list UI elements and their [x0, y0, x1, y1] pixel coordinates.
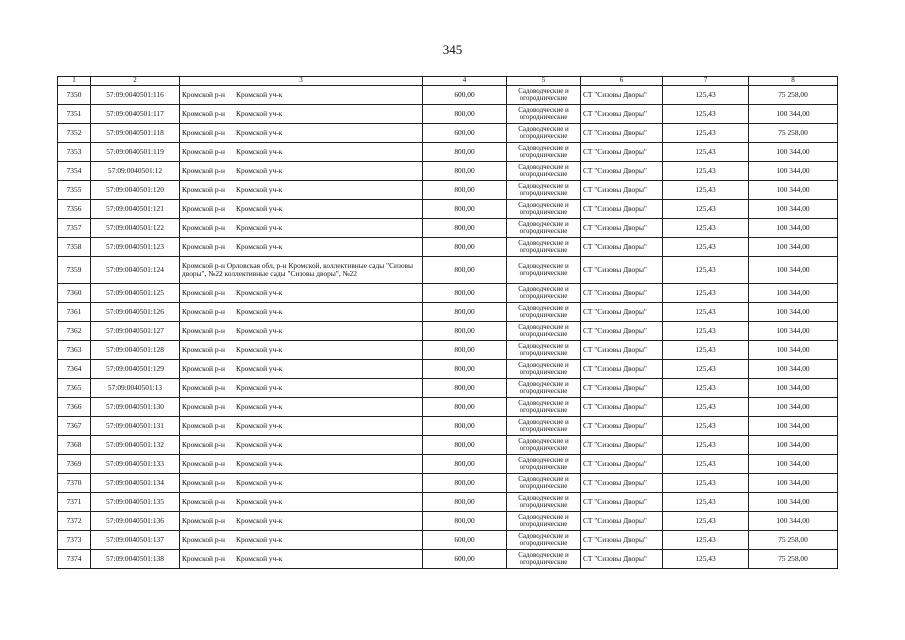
partnership-cell: СТ "Сизовы Дворы": [581, 531, 663, 550]
location-cell: [180, 436, 423, 455]
location-cell: [180, 322, 423, 341]
cadastral-value-cell: 100 344,00: [749, 143, 838, 162]
location-text: Кромской р-н Кромской уч-к: [182, 478, 283, 488]
row-number-cell: 7354: [58, 162, 91, 181]
area-cell: 800,00: [423, 219, 507, 238]
partnership-cell: СТ "Сизовы Дворы": [581, 436, 663, 455]
cadastral-number-cell: 57:09:0040501:133: [91, 455, 180, 474]
column-number-row: [58, 77, 838, 86]
land-use-cell: Садоводческие и огороднические: [507, 257, 581, 284]
rate-cell: 125,43: [663, 474, 749, 493]
table-row: [58, 257, 838, 284]
land-use-cell: Садоводческие и огороднические: [507, 200, 581, 219]
rate-cell: 125,43: [663, 86, 749, 105]
location-text: Кромской р-н Кромской уч-к: [182, 554, 283, 564]
cadastral-number-cell: 57:09:0040501:124: [91, 257, 180, 284]
location-cell: [180, 531, 423, 550]
location-cell: [180, 105, 423, 124]
partnership-cell: СТ "Сизовы Дворы": [581, 512, 663, 531]
location-text: Кромской р-н Кромской уч-к: [182, 535, 283, 545]
location-cell: [180, 124, 423, 143]
row-number-cell: 7360: [58, 284, 91, 303]
location-cell: [180, 360, 423, 379]
row-number-cell: 7370: [58, 474, 91, 493]
land-use-cell: Садоводческие и огороднические: [507, 219, 581, 238]
table-row: [58, 474, 838, 493]
partnership-cell: СТ "Сизовы Дворы": [581, 493, 663, 512]
cadastral-number-cell: 57:09:0040501:127: [91, 322, 180, 341]
partnership-cell: СТ "Сизовы Дворы": [581, 219, 663, 238]
table-row: [58, 200, 838, 219]
land-use-cell: Садоводческие и огороднические: [507, 550, 581, 569]
location-text: Кромской р-н Кромской уч-к: [182, 345, 283, 355]
rate-cell: 125,43: [663, 219, 749, 238]
row-number-cell: 7353: [58, 143, 91, 162]
cadastral-value-cell: 100 344,00: [749, 257, 838, 284]
area-cell: 800,00: [423, 455, 507, 474]
cadastral-value-cell: 75 258,00: [749, 124, 838, 143]
location-text: Кромской р-н Кромской уч-к: [182, 326, 283, 336]
rate-cell: 125,43: [663, 455, 749, 474]
cadastral-value-cell: 100 344,00: [749, 303, 838, 322]
column-header: 1: [58, 77, 91, 86]
location-text: Кромской р-н Кромской уч-к: [182, 166, 283, 176]
cadastral-value-cell: 100 344,00: [749, 436, 838, 455]
partnership-cell: СТ "Сизовы Дворы": [581, 303, 663, 322]
table-row: [58, 417, 838, 436]
partnership-cell: СТ "Сизовы Дворы": [581, 417, 663, 436]
page-number: 345: [442, 42, 463, 57]
land-use-cell: Садоводческие и огороднические: [507, 105, 581, 124]
rate-cell: 125,43: [663, 124, 749, 143]
table-row: [58, 322, 838, 341]
cadastral-number-cell: 57:09:0040501:120: [91, 181, 180, 200]
table-row: [58, 124, 838, 143]
rate-cell: 125,43: [663, 531, 749, 550]
location-cell: [180, 284, 423, 303]
land-use-cell: Садоводческие и огороднические: [507, 341, 581, 360]
cadastral-number-cell: 57:09:0040501:122: [91, 219, 180, 238]
location-cell: [180, 200, 423, 219]
location-text: Кромской р-н Орловская обл, р-н Кромской, коллективные сады "Сизовы дворы", №22 коллективные сады "Сизовы дворы", №22: [182, 261, 414, 278]
row-number-cell: 7368: [58, 436, 91, 455]
partnership-cell: СТ "Сизовы Дворы": [581, 398, 663, 417]
cadastral-number-cell: 57:09:0040501:138: [91, 550, 180, 569]
location-cell: [180, 455, 423, 474]
area-cell: 600,00: [423, 550, 507, 569]
row-number-cell: 7359: [58, 257, 91, 284]
cadastral-value-cell: 100 344,00: [749, 474, 838, 493]
area-cell: 600,00: [423, 86, 507, 105]
location-cell: [180, 550, 423, 569]
cadastral-number-cell: 57:09:0040501:116: [91, 86, 180, 105]
partnership-cell: СТ "Сизовы Дворы": [581, 379, 663, 398]
cadastral-value-cell: 100 344,00: [749, 238, 838, 257]
area-cell: 800,00: [423, 493, 507, 512]
location-text: Кромской р-н Кромской уч-к: [182, 307, 283, 317]
table-row: [58, 181, 838, 200]
row-number-cell: 7369: [58, 455, 91, 474]
row-number-cell: 7373: [58, 531, 91, 550]
land-use-cell: Садоводческие и огороднические: [507, 398, 581, 417]
row-number-cell: 7356: [58, 200, 91, 219]
table-row: [58, 105, 838, 124]
location-text: Кромской р-н Кромской уч-к: [182, 383, 283, 393]
partnership-cell: СТ "Сизовы Дворы": [581, 105, 663, 124]
land-use-cell: Садоводческие и огороднические: [507, 531, 581, 550]
column-header: 6: [581, 77, 663, 86]
column-header: 2: [91, 77, 180, 86]
table-row: [58, 436, 838, 455]
cadastral-number-cell: 57:09:0040501:130: [91, 398, 180, 417]
partnership-cell: СТ "Сизовы Дворы": [581, 162, 663, 181]
partnership-cell: СТ "Сизовы Дворы": [581, 322, 663, 341]
cadastral-number-cell: 57:09:0040501:137: [91, 531, 180, 550]
location-text: Кромской р-н Кромской уч-к: [182, 242, 283, 252]
table-row: [58, 143, 838, 162]
cadastral-number-cell: 57:09:0040501:123: [91, 238, 180, 257]
cadastral-number-cell: 57:09:0040501:134: [91, 474, 180, 493]
table-row: [58, 284, 838, 303]
rate-cell: 125,43: [663, 238, 749, 257]
area-cell: 800,00: [423, 398, 507, 417]
rate-cell: 125,43: [663, 436, 749, 455]
rate-cell: 125,43: [663, 550, 749, 569]
cadastral-value-cell: 100 344,00: [749, 200, 838, 219]
table-row: [58, 455, 838, 474]
partnership-cell: СТ "Сизовы Дворы": [581, 181, 663, 200]
location-text: Кромской р-н Кромской уч-к: [182, 402, 283, 412]
land-use-cell: Садоводческие и огороднические: [507, 86, 581, 105]
area-cell: 800,00: [423, 303, 507, 322]
cadastral-value-cell: 100 344,00: [749, 181, 838, 200]
row-number-cell: 7374: [58, 550, 91, 569]
table-row: [58, 219, 838, 238]
column-header: 4: [423, 77, 507, 86]
partnership-cell: СТ "Сизовы Дворы": [581, 550, 663, 569]
cadastral-value-cell: 100 344,00: [749, 455, 838, 474]
land-use-cell: Садоводческие и огороднические: [507, 238, 581, 257]
area-cell: 800,00: [423, 181, 507, 200]
location-cell: [180, 143, 423, 162]
row-number-cell: 7351: [58, 105, 91, 124]
table-row: [58, 550, 838, 569]
partnership-cell: СТ "Сизовы Дворы": [581, 341, 663, 360]
location-cell: [180, 493, 423, 512]
location-cell: [180, 398, 423, 417]
area-cell: 800,00: [423, 284, 507, 303]
table-body: [58, 86, 838, 569]
cadastral-number-cell: 57:09:0040501:119: [91, 143, 180, 162]
table-row: [58, 162, 838, 181]
area-cell: 800,00: [423, 200, 507, 219]
cadastral-number-cell: 57:09:0040501:136: [91, 512, 180, 531]
land-use-cell: Садоводческие и огороднические: [507, 512, 581, 531]
cadastral-value-cell: 100 344,00: [749, 341, 838, 360]
column-header: 3: [180, 77, 423, 86]
land-use-cell: Садоводческие и огороднические: [507, 284, 581, 303]
rate-cell: 125,43: [663, 379, 749, 398]
partnership-cell: СТ "Сизовы Дворы": [581, 143, 663, 162]
rate-cell: 125,43: [663, 417, 749, 436]
partnership-cell: СТ "Сизовы Дворы": [581, 124, 663, 143]
column-header: 8: [749, 77, 838, 86]
cadastral-value-cell: 100 344,00: [749, 284, 838, 303]
cadastral-value-cell: 100 344,00: [749, 379, 838, 398]
cadastral-value-cell: 100 344,00: [749, 219, 838, 238]
location-text: Кромской р-н Кромской уч-к: [182, 497, 283, 507]
location-text: Кромской р-н Кромской уч-к: [182, 90, 283, 100]
rate-cell: 125,43: [663, 303, 749, 322]
rate-cell: 125,43: [663, 143, 749, 162]
location-text: Кромской р-н Кромской уч-к: [182, 421, 283, 431]
land-use-cell: Садоводческие и огороднические: [507, 181, 581, 200]
rate-cell: 125,43: [663, 322, 749, 341]
cadastral-number-cell: 57:09:0040501:117: [91, 105, 180, 124]
area-cell: 800,00: [423, 512, 507, 531]
location-cell: [180, 512, 423, 531]
cadastral-value-cell: 100 344,00: [749, 398, 838, 417]
area-cell: 800,00: [423, 436, 507, 455]
rate-cell: 125,43: [663, 398, 749, 417]
location-text: Кромской р-н Кромской уч-к: [182, 440, 283, 450]
cadastral-value-cell: 75 258,00: [749, 550, 838, 569]
location-cell: [180, 238, 423, 257]
rate-cell: 125,43: [663, 341, 749, 360]
area-cell: 800,00: [423, 105, 507, 124]
rate-cell: 125,43: [663, 360, 749, 379]
location-cell: [180, 257, 423, 284]
partnership-cell: СТ "Сизовы Дворы": [581, 360, 663, 379]
row-number-cell: 7352: [58, 124, 91, 143]
land-use-cell: Садоводческие и огороднические: [507, 322, 581, 341]
cadastral-value-cell: 100 344,00: [749, 360, 838, 379]
land-use-cell: Садоводческие и огороднические: [507, 436, 581, 455]
row-number-cell: 7367: [58, 417, 91, 436]
land-use-cell: Садоводческие и огороднические: [507, 124, 581, 143]
area-cell: 800,00: [423, 162, 507, 181]
row-number-cell: 7362: [58, 322, 91, 341]
area-cell: 800,00: [423, 379, 507, 398]
location-text: Кромской р-н Кромской уч-к: [182, 204, 283, 214]
rate-cell: 125,43: [663, 181, 749, 200]
rate-cell: 125,43: [663, 200, 749, 219]
table-row: [58, 238, 838, 257]
rate-cell: 125,43: [663, 162, 749, 181]
rate-cell: 125,43: [663, 512, 749, 531]
partnership-cell: СТ "Сизовы Дворы": [581, 86, 663, 105]
location-cell: [180, 379, 423, 398]
cadastral-number-cell: 57:09:0040501:118: [91, 124, 180, 143]
location-cell: [180, 219, 423, 238]
partnership-cell: СТ "Сизовы Дворы": [581, 455, 663, 474]
location-cell: [180, 162, 423, 181]
table-row: [58, 86, 838, 105]
location-text: Кромской р-н Кромской уч-к: [182, 364, 283, 374]
area-cell: 800,00: [423, 360, 507, 379]
cadastral-number-cell: 57:09:0040501:13: [91, 379, 180, 398]
cadastral-number-cell: 57:09:0040501:135: [91, 493, 180, 512]
row-number-cell: 7371: [58, 493, 91, 512]
partnership-cell: СТ "Сизовы Дворы": [581, 474, 663, 493]
table-row: [58, 398, 838, 417]
table-row: [58, 341, 838, 360]
column-header: 5: [507, 77, 581, 86]
row-number-cell: 7366: [58, 398, 91, 417]
area-cell: 800,00: [423, 474, 507, 493]
row-number-cell: 7361: [58, 303, 91, 322]
cadastral-value-cell: 100 344,00: [749, 493, 838, 512]
location-cell: [180, 86, 423, 105]
land-use-cell: Садоводческие и огороднические: [507, 474, 581, 493]
cadastral-value-cell: 100 344,00: [749, 322, 838, 341]
cadastral-number-cell: 57:09:0040501:126: [91, 303, 180, 322]
rate-cell: 125,43: [663, 284, 749, 303]
row-number-cell: 7350: [58, 86, 91, 105]
area-cell: 600,00: [423, 124, 507, 143]
area-cell: 800,00: [423, 322, 507, 341]
land-use-cell: Садоводческие и огороднические: [507, 143, 581, 162]
location-cell: [180, 303, 423, 322]
row-number-cell: 7355: [58, 181, 91, 200]
location-text: Кромской р-н Кромской уч-к: [182, 288, 283, 298]
land-use-cell: Садоводческие и огороднические: [507, 360, 581, 379]
row-number-cell: 7363: [58, 341, 91, 360]
location-text: Кромской р-н Кромской уч-к: [182, 223, 283, 233]
area-cell: 800,00: [423, 143, 507, 162]
row-number-cell: 7358: [58, 238, 91, 257]
cadastral-number-cell: 57:09:0040501:128: [91, 341, 180, 360]
cadastral-value-cell: 100 344,00: [749, 105, 838, 124]
location-text: Кромской р-н Кромской уч-к: [182, 516, 283, 526]
location-text: Кромской р-н Кромской уч-к: [182, 109, 283, 119]
partnership-cell: СТ "Сизовы Дворы": [581, 200, 663, 219]
cadastral-value-cell: 100 344,00: [749, 417, 838, 436]
cadastral-value-cell: 75 258,00: [749, 531, 838, 550]
column-header: 7: [663, 77, 749, 86]
location-text: Кромской р-н Кромской уч-к: [182, 185, 283, 195]
table-row: [58, 379, 838, 398]
table-row: [58, 531, 838, 550]
cadastral-number-cell: 57:09:0040501:132: [91, 436, 180, 455]
land-use-cell: Садоводческие и огороднические: [507, 417, 581, 436]
land-use-cell: Садоводческие и огороднические: [507, 455, 581, 474]
table-row: [58, 303, 838, 322]
location-cell: [180, 417, 423, 436]
location-text: Кромской р-н Кромской уч-к: [182, 147, 283, 157]
table-row: [58, 360, 838, 379]
cadastral-number-cell: 57:09:0040501:129: [91, 360, 180, 379]
cadastral-value-cell: 75 258,00: [749, 86, 838, 105]
rate-cell: 125,43: [663, 257, 749, 284]
location-cell: [180, 341, 423, 360]
partnership-cell: СТ "Сизовы Дворы": [581, 257, 663, 284]
partnership-cell: СТ "Сизовы Дворы": [581, 284, 663, 303]
table-row: [58, 512, 838, 531]
rate-cell: 125,43: [663, 493, 749, 512]
area-cell: 600,00: [423, 531, 507, 550]
rate-cell: 125,43: [663, 105, 749, 124]
cadastral-number-cell: 57:09:0040501:12: [91, 162, 180, 181]
row-number-cell: 7365: [58, 379, 91, 398]
partnership-cell: СТ "Сизовы Дворы": [581, 238, 663, 257]
row-number-cell: 7372: [58, 512, 91, 531]
land-plot-table: [57, 76, 838, 569]
location-text: Кромской р-н Кромской уч-к: [182, 128, 283, 138]
land-use-cell: Садоводческие и огороднические: [507, 162, 581, 181]
cadastral-value-cell: 100 344,00: [749, 512, 838, 531]
land-use-cell: Садоводческие и огороднические: [507, 303, 581, 322]
location-cell: [180, 181, 423, 200]
cadastral-number-cell: 57:09:0040501:131: [91, 417, 180, 436]
land-use-cell: Садоводческие и огороднические: [507, 379, 581, 398]
cadastral-number-cell: 57:09:0040501:121: [91, 200, 180, 219]
location-cell: [180, 474, 423, 493]
land-use-cell: Садоводческие и огороднические: [507, 493, 581, 512]
table-row: [58, 493, 838, 512]
row-number-cell: 7357: [58, 219, 91, 238]
area-cell: 800,00: [423, 257, 507, 284]
row-number-cell: 7364: [58, 360, 91, 379]
cadastral-value-cell: 100 344,00: [749, 162, 838, 181]
area-cell: 800,00: [423, 341, 507, 360]
area-cell: 800,00: [423, 417, 507, 436]
cadastral-number-cell: 57:09:0040501:125: [91, 284, 180, 303]
area-cell: 800,00: [423, 238, 507, 257]
location-text: Кромской р-н Кромской уч-к: [182, 459, 283, 469]
